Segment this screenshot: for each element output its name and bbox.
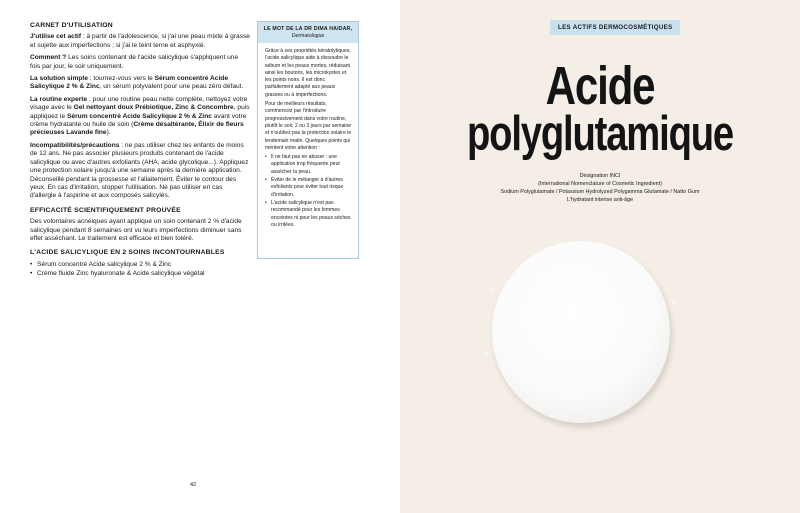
powder-crumb [484,352,489,356]
paragraph-expert-routine [30,96,250,138]
quote-bullets [265,154,352,229]
text-precautions: : ne pas utiliser chez les enfants de moins de 12 ans. Ne pas associer plusieurs produits contenant de l'acide salicylique ou avec d'autres exfoliants (AHA, acide glycolique...). Appliquez une protection solaire jusqu'à une semaine après la dernière application. Déconseillé pendant la grossesse et l'allaitement. Éviter le contour des yeux. En cas d'irritation, stopper l'utilisation. Ne pas utiliser en cas d'allergie à l'aspirine et aux composés salicylés. [30,141,249,200]
quote-box-title: LE MOT DE LA DR DIMA HAIDAR, [263,26,353,32]
label-precautions: Incompatibilités/précautions [30,141,120,149]
quote-paragraph: Grâce à ses propriétés kératolytiques, l'acide salicylique aide à dissoudre le sébum et les peaux mortes, réduisant ainsi les boutons, les microkystes et les points noirs. Il est donc parfaitement adapté aux peaux grasses ou à imperfections. [265,48,351,98]
label-expert-routine: La routine experte [30,95,88,103]
product-cleanser: Gel nettoyant doux Prébiotique, Zinc & Concombre [73,104,234,112]
paragraph-efficacy: Des volontaires acnéiques ayant appliqué un soin contenant 2 % d'acide salicylique pendant 8 semaines ont vu leurs imperfections diminuer sans effet asséchant. Le traitement est efficace et bien toléré. [30,218,242,242]
label-how: Comment ? [30,54,67,62]
inci-names: Sodium Polyglutamate / Potassium Hydrolyzed Polygamma Glutamate / Natto Gum [500,189,700,195]
section-heading-efficacy: EFFICACITÉ SCIENTIFIQUEMENT PROUVÉE [30,206,181,214]
inci-full-name: (International Nomenclature of Cosmetic Ingredient) [538,181,662,187]
quote-bullet: • L'acide salicylique n'est pas recommandé pour les femmes enceintes ni pour les peaux sèches ou irritées. [265,200,352,229]
powder-image [492,241,670,423]
list-item: • Sérum concentré Acide salicylique 2 % & Zinc [30,261,250,269]
paragraph-how [30,54,250,71]
text-expert-c: avant votre crème hydratante ou huile de soin ( [30,112,247,129]
category-badge: LES ACTIFS DERMOCOSMÉTIQUES [550,20,680,35]
quote-bullet: • Éviter de le mélanger à d'autres exfoliants pour éviter tout risque d'irritation. [265,177,352,199]
inci-label: Désignation INCI [579,173,621,179]
text-expert-d: ). [106,129,111,137]
product-cream-oil: Crème désaltérante, Élixir de fleurs précieuses Lavande fine [30,121,244,137]
quote-paragraph: Pour de meilleurs résultats, commencez par l'introduire progressivement dans votre routine, plutôt le soir, 2 ou 3 jours par semaine et n'oubliez pas la protection solaire le lendemain matin. Quelques points qui méritent votre attention : [265,101,352,151]
quote-box-body [258,43,358,229]
page-number: 42 [190,482,197,488]
powder-crumb [479,358,482,361]
label-when: J'utilise cet actif [30,33,82,41]
quote-bullet: • Il ne faut pas en abuser : une application trop fréquente peut assécher la peau. [265,154,352,176]
list-item: • Crème fluide Zinc hyaluronate & Acide salicylique végétal [30,270,250,278]
text-how: Les soins contenant de l'acide salicylique s'appliquent une fois par jour, le soir uniquement. [30,54,239,70]
product-serum: Sérum concentré Acide Salicylique 2 % & Zinc [30,75,229,91]
quote-box-header [258,22,358,43]
product-list [30,261,250,279]
powder-crumb [672,300,676,304]
paragraph-simple-solution [30,75,250,92]
page-title-line2: polyglutamique [466,107,734,161]
dermatologist-quote-box [257,21,359,259]
section-heading-two-products: L'ACIDE SALICYLIQUE EN 2 SOINS INCONTOURNABLES [30,249,225,257]
paragraph-precautions [30,142,250,201]
usage-notes-column [30,22,250,280]
page-title-line1: Acide [545,56,655,116]
product-serum-2: Sérum concentré Acide Salicylique 2 % & Zinc [67,112,212,120]
powder-crumb [489,288,493,291]
tagline: L'hydratant intense anti-âge [566,197,634,203]
label-simple-solution: La solution simple [30,75,88,83]
section-heading-usage: CARNET D'UTILISATION [30,22,113,29]
text-simple-b: , un sérum polyvalent pour une peau zéro défaut. [99,83,244,91]
text-simple-a: : tournez-vous vers le [87,75,155,83]
paragraph-when [30,33,250,50]
quote-box-subtitle: Dermatologue [291,33,325,39]
text-expert-a: : pour une routine peau nette complète, nettoyez votre visage avec le [30,95,248,112]
text-expert-b: , puis appliquez le [30,104,250,120]
text-when: : à partir de l'adolescence, si j'ai une peau mixte à grasse et sujette aux imperfections ; si j'ai le teint terne et asphyxié. [30,33,250,49]
